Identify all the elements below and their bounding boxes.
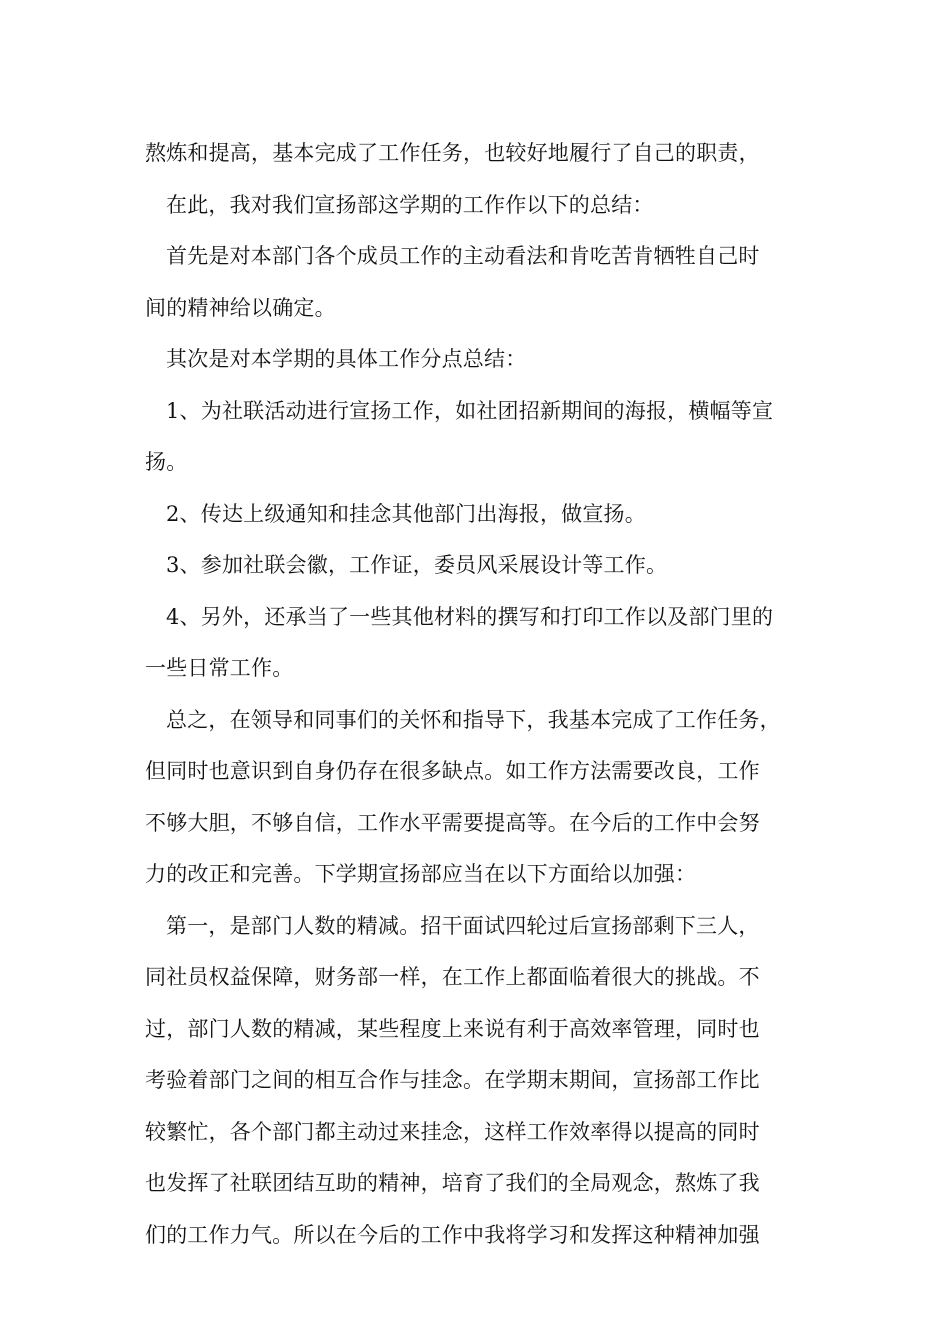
text-line: 3、参加社联会徽，工作证，委员风采展设计等工作。 xyxy=(166,553,668,577)
text-line: 第一，是部门人数的精减。招干面试四轮过后宣扬部剩下三人， xyxy=(166,913,760,938)
document-body xyxy=(145,128,845,1261)
text-line: 同社员权益保障，财务部一样，在工作上都面临着很大的挑战。不 xyxy=(145,965,760,989)
text-line: 们的工作力气。所以在今后的工作中我将学习和发挥这种精神加强 xyxy=(145,1222,760,1247)
text-line: 也发挥了社联团结互助的精神，培育了我们的全局观念，熬炼了我 xyxy=(145,1171,760,1195)
text-line: 首先是对本部门各个成员工作的主动看法和肯吃苦肯牺牲自己时 xyxy=(166,244,760,268)
text-line: 扬。 xyxy=(145,450,188,474)
text-line: 其次是对本学期的具体工作分点总结： xyxy=(166,347,527,371)
text-line: 在此，我对我们宣扬部这学期的工作作以下的总结： xyxy=(166,192,654,217)
text-line: 熬炼和提高，基本完成了工作任务，也较好地履行了自己的职责， xyxy=(145,141,760,165)
text-line: 力的改正和完善。下学期宣扬部应当在以下方面给以加强： xyxy=(145,862,697,886)
text-line: 考验着部门之间的相互合作与挂念。在学期末期间，宣扬部工作比 xyxy=(145,1068,760,1092)
text-line: 1、为社联活动进行宣扬工作，如社团招新期间的海报，横幅等宣 xyxy=(166,398,774,423)
text-line: 2、传达上级通知和挂念其他部门出海报，做宣扬。 xyxy=(166,501,646,526)
text-line: 一些日常工作。 xyxy=(145,656,294,680)
text-line: 总之，在领导和同事们的关怀和指导下，我基本完成了工作任务， xyxy=(166,707,781,732)
text-line: 不够大胆，不够自信，工作水平需要提高等。在今后的工作中会努 xyxy=(145,810,760,835)
text-line: 4、另外，还承当了一些其他材料的撰写和打印工作以及部门里的 xyxy=(166,604,774,629)
text-line: 较繁忙，各个部门都主动过来挂念，这样工作效率得以提高的同时 xyxy=(145,1119,760,1144)
text-line: 但同时也意识到自身仍存在很多缺点。如工作方法需要改良，工作 xyxy=(145,759,760,783)
text-line: 间的精神给以确定。 xyxy=(145,295,336,320)
text-line: 过，部门人数的精减，某些程度上来说有利于高效率管理，同时也 xyxy=(145,1016,760,1041)
